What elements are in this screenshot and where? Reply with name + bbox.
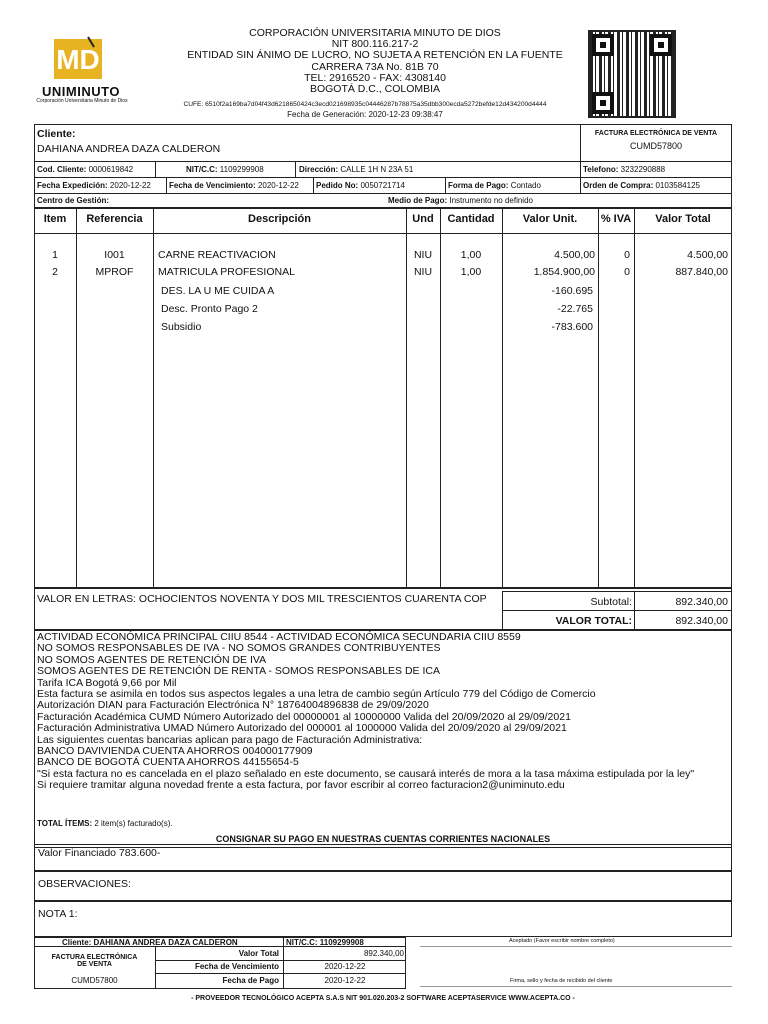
stub-client: Cliente: DAHIANA ANDREA DAZA CALDERON: [62, 938, 238, 947]
col-description: Descripción: [248, 213, 311, 225]
note-line: ACTIVIDAD ECONÓMICA PRINCIPAL CIIU 8544 - ACTIVIDAD ECONÓMICA SECUNDARIA CIIU 8559: [37, 631, 521, 643]
payment-medium-label: Medio de Pago:: [388, 196, 448, 205]
invoice-type: FACTURA ELECTRÓNICA DE VENTA: [594, 130, 718, 137]
row-unit: 4.500,00: [554, 249, 595, 261]
subtotal-value: 892.340,00: [675, 596, 728, 608]
note-line: BANCO DAVIVIENDA CUENTA AHORROS 004000177909: [37, 745, 313, 758]
client-nit: [186, 165, 264, 174]
observations-label: OBSERVACIONES:: [38, 878, 131, 890]
financed-value: Valor Financiado 783.600-: [38, 847, 161, 859]
stub-type: [36, 954, 153, 968]
amount-in-words: VALOR EN LETRAS: OCHOCIENTOS NOVENTA Y DOS MIL TRESCIENTOS CUARENTA COP: [37, 593, 487, 605]
stub-due-label: Fecha de Vencimiento: [194, 962, 279, 971]
client-phone-label: Telefono:: [583, 165, 619, 174]
issue-date: [37, 181, 151, 190]
note-line: Esta factura se asimila en todos sus aspectos legales a una letra de cambio según Artículo 779 del Código de Comercio: [37, 688, 596, 701]
discount-desc: Desc. Pronto Pago 2: [161, 303, 258, 315]
col-unit-value: Valor Unit.: [522, 213, 578, 225]
client-code-value: 0000619842: [88, 165, 134, 174]
logo-mark-icon: [52, 33, 104, 83]
brand-subtitle: Corporación Universitaria Minuto de Dios: [36, 98, 128, 104]
discount-value: -160.695: [551, 285, 593, 297]
stub-type-line1: FACTURA ELECTRÓNICA: [51, 954, 138, 961]
note1-block: [34, 901, 732, 937]
row-unit: 1.854.900,00: [533, 266, 595, 278]
cufe: CUFE: 6510f2a169ba7d04f43d6218650424c3ecd021698935c04446287b78875a35dbb300ecda5272befde12d434200d4444: [183, 101, 547, 108]
purchase-order-label: Orden de Compra:: [583, 181, 654, 190]
client-phone: [583, 165, 665, 174]
discount-value: -783.600: [551, 321, 593, 333]
stub-signature: Firma, sello y fecha de recibido del cliente: [510, 978, 613, 984]
note-line: NO SOMOS AGENTES DE RETENCIÓN DE IVA: [37, 653, 267, 666]
client-nit-label: NIT/C.C:: [186, 165, 218, 174]
stub-total-value: 892.340,00: [363, 949, 404, 958]
client-code: [37, 165, 133, 174]
note-line: Las siguientes cuentas bancarias aplican para pago de Facturación Administrativa:: [37, 733, 423, 746]
stub-total-label: Valor Total: [238, 949, 279, 958]
discount-value: -22.765: [557, 303, 593, 315]
issuer-city: BOGOTÁ D.C., COLOMBIA: [309, 83, 441, 96]
purchase-order-value: 0103584125: [655, 181, 700, 190]
row-und: NIU: [413, 266, 433, 278]
payment-form: [448, 181, 541, 190]
note-line: Facturación Académica CUMD Número Autorizado del 00000001 al 10000000 Valida del 20/09/2020 al 29/09/2021: [37, 710, 571, 723]
col-total: Valor Total: [655, 213, 711, 225]
payment-medium: [388, 196, 533, 205]
issuer-header: [140, 28, 610, 95]
invoice-number: CUMD57800: [629, 141, 683, 151]
row-qty: 1,00: [460, 249, 482, 261]
issuer-address: CARRERA 73A No. 81B 70: [311, 60, 439, 73]
consign-notice: CONSIGNAR SU PAGO EN NUESTRAS CUENTAS CORRIENTES NACIONALES: [215, 834, 551, 844]
issue-date-value: 2020-12-22: [109, 181, 151, 190]
row-item: 1: [52, 249, 58, 261]
row-ref: MPROF: [95, 266, 134, 278]
order-number-value: 0050721714: [360, 181, 405, 190]
note-line: "Si esta factura no es cancelada en el plazo señalado en este documento, se causará interés de mora a la tasa máxima estipulada por la ley": [37, 767, 695, 780]
client-code-label: Cod. Cliente:: [37, 165, 87, 174]
qr-code: [588, 30, 676, 118]
due-date-value: 2020-12-22: [257, 181, 299, 190]
issuer-entity: ENTIDAD SIN ÁNIMO DE LUCRO, NO SUJETA A RETENCIÓN EN LA FUENTE: [187, 49, 563, 62]
purchase-order: [583, 181, 700, 190]
col-reference: Referencia: [86, 213, 143, 225]
row-ref: I001: [104, 249, 125, 261]
client-nit-value: 1109299908: [219, 165, 264, 174]
col-iva: % IVA: [600, 213, 632, 225]
row-iva: 0: [624, 266, 630, 278]
logo-letters: MD: [56, 44, 100, 75]
items-table: [34, 208, 732, 588]
total-items-label: TOTAL ÍTEMS:: [37, 819, 93, 828]
stub-nit: NIT/C.C: 1109299908: [286, 938, 364, 947]
due-date-label: Fecha de Vencimiento:: [169, 181, 256, 190]
total-label: VALOR TOTAL:: [555, 615, 632, 627]
stub-number: CUMD57800: [71, 976, 118, 985]
total-value: 892.340,00: [675, 615, 728, 627]
legal-notes: [37, 632, 694, 792]
col-item: Item: [43, 213, 67, 225]
row-desc: MATRICULA PROFESIONAL: [158, 266, 295, 278]
client-label: Cliente:: [37, 128, 76, 140]
total-items-value: 2 item(s) facturado(s).: [94, 819, 173, 828]
management-center: Centro de Gestión:: [37, 196, 110, 205]
payment-form-value: Contado: [510, 181, 541, 190]
client-phone-value: 3232290888: [620, 165, 666, 174]
stub-paydate-value: 2020-12-22: [324, 976, 366, 985]
provider-footer: - PROVEEDOR TECNOLÓGICO ACEPTA S.A.S NIT 901.020.203-2 SOFTWARE ACEPTASERVICE WWW.ACEPTA.CO -: [191, 995, 575, 1002]
col-unit: Und: [412, 213, 434, 225]
note-line: NO SOMOS RESPONSABLES DE IVA - NO SOMOS GRANDES CONTRIBUYENTES: [37, 642, 441, 655]
issue-date-label: Fecha Expedición:: [37, 181, 108, 190]
client-address-value: CALLE 1H N 23A 51: [340, 165, 414, 174]
row-item: 2: [52, 266, 58, 278]
note-line: Tarifa ICA Bogotá 9,66 por Mil: [37, 676, 177, 689]
due-date: [169, 181, 299, 190]
row-total: 887.840,00: [675, 266, 728, 278]
issuer-name: CORPORACIÓN UNIVERSITARIA MINUTO DE DIOS: [249, 27, 501, 39]
col-quantity: Cantidad: [447, 213, 495, 225]
stub-type-line2: DE VENTA: [77, 961, 112, 968]
note-line: Autorización DIAN para Facturación Electrónica N° 18764004896838 de 29/09/2020: [37, 699, 429, 712]
stub-accepted: Aceptado (Favor escribir nombre completo): [509, 938, 615, 944]
payment-medium-value: Instrumento no definido: [449, 196, 533, 205]
client-address: [299, 165, 413, 174]
client-address-label: Dirección:: [299, 165, 339, 174]
discount-desc: Subsidio: [161, 321, 202, 333]
payment-form-label: Forma de Pago:: [448, 181, 509, 190]
brand-name: UNIMINUTO: [42, 84, 120, 99]
issuer-phone: TEL: 2916520 - FAX: 4308140: [304, 71, 446, 84]
subtotal-label: Subtotal:: [590, 596, 632, 608]
row-iva: 0: [624, 249, 630, 261]
row-und: NIU: [413, 249, 433, 261]
discount-desc: DES. LA U ME CUIDA A: [161, 285, 275, 297]
client-name: DAHIANA ANDREA DAZA CALDERON: [37, 143, 221, 155]
stub-paydate-label: Fecha de Pago: [222, 976, 279, 985]
issuer-nit: NIT 800.116.217-2: [331, 38, 419, 51]
row-total: 4.500,00: [687, 249, 728, 261]
order-number: [316, 181, 405, 190]
row-desc: CARNE REACTIVACION: [158, 249, 276, 261]
note1-label: NOTA 1:: [38, 908, 78, 920]
note-line: Facturación Administrativa UMAD Número Autorizado del 000001 al 1000000 Valida del 20/09/2020 al 29/09/2021: [37, 722, 567, 735]
note-line: Si requiere tramitar alguna novedad frente a esta factura, por favor escribir al correo facturacion2@uniminuto.edu: [37, 779, 565, 792]
row-qty: 1,00: [460, 266, 482, 278]
order-number-label: Pedido No:: [316, 181, 359, 190]
total-items: [37, 819, 173, 828]
observations-block: [34, 871, 732, 901]
generation-date: Fecha de Generación: 2020-12-23 09:38:47: [287, 110, 443, 119]
stub-due-value: 2020-12-22: [324, 962, 366, 971]
note-line: SOMOS AGENTES DE RETENCIÓN DE RENTA - SOMOS RESPONSABLES DE ICA: [37, 665, 440, 678]
note-line: BANCO DE BOGOTÁ CUENTA AHORROS 44155654-5: [37, 756, 299, 769]
